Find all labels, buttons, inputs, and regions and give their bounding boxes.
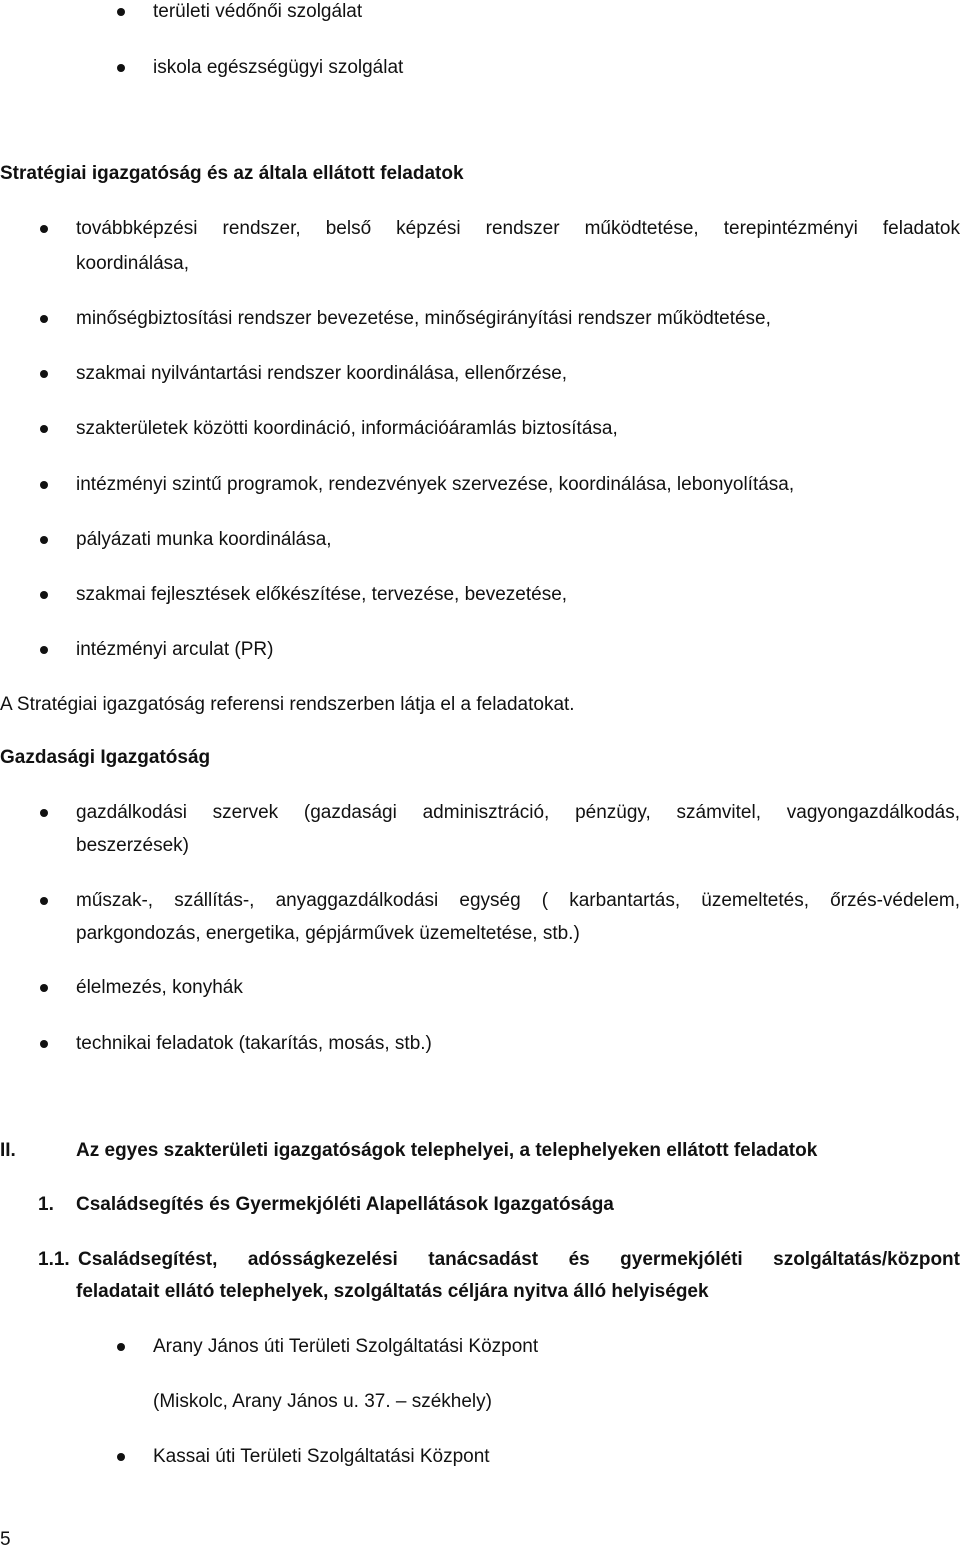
bullet [40,536,48,544]
page-number: 5 [0,1529,11,1550]
bullet [40,225,48,233]
bullet [117,64,125,72]
bullet [40,425,48,433]
list-item: szakmai fejlesztések előkészítése, tervezése, bevezetése, [76,584,568,605]
subsection-number: 1. [38,1194,54,1215]
bullet [40,370,48,378]
section-heading: Gazdasági Igazgatóság [0,747,211,768]
list-item: gazdálkodási szervek (gazdasági adminisztráció, pénzügy, számvitel, vagyongazdálkodás, [76,802,960,823]
list-item: intézményi arculat (PR) [76,639,274,660]
list-item-continuation: koordinálása, [76,253,190,274]
bullet [40,591,48,599]
bullet [117,1453,125,1461]
section-number: II. [0,1140,16,1161]
list-item: továbbképzési rendszer, belső képzési rendszer működtetése, terepintézményi feladatok [76,218,960,239]
bullet [40,315,48,323]
list-item: műszak-, szállítás-, anyaggazdálkodási egység ( karbantartás, üzemeltetés, őrzés-védelem, [76,890,960,911]
subsection-title: Családsegítést, adósságkezelési tanácsadást és gyermekjóléti szolgáltatás/központ [78,1249,960,1270]
bullet [40,481,48,489]
list-item: Kassai úti Területi Szolgáltatási Központ [153,1446,490,1467]
bullet [40,646,48,654]
list-item: iskola egészségügyi szolgálat [153,57,404,78]
list-item: szakmai nyilvántartási rendszer koordinálása, ellenőrzése, [76,363,568,384]
list-item-continuation: parkgondozás, energetika, gépjárművek üzemeltetése, stb.) [76,923,580,944]
list-item: intézményi szintű programok, rendezvények szervezése, koordinálása, lebonyolítása, [76,474,795,495]
list-item: élelmezés, konyhák [76,977,243,998]
list-item: szakterületek közötti koordináció, információáramlás biztosítása, [76,418,618,439]
bullet [117,1343,125,1351]
bullet [40,1040,48,1048]
section-title: Az egyes szakterületi igazgatóságok telephelyei, a telephelyeken ellátott feladatok [76,1140,818,1161]
bullet [40,897,48,905]
list-item: területi védőnői szolgálat [153,1,363,22]
list-item-address: (Miskolc, Arany János u. 37. – székhely) [153,1391,492,1412]
list-item: technikai feladatok (takarítás, mosás, stb.) [76,1033,432,1054]
list-item: minőségbiztosítási rendszer bevezetése, minőségirányítási rendszer működtetése, [76,308,771,329]
bullet [40,809,48,817]
list-item: Arany János úti Területi Szolgáltatási Központ [153,1336,539,1357]
list-item: pályázati munka koordinálása, [76,529,332,550]
paragraph: A Stratégiai igazgatóság referensi rendszerben látja el a feladatokat. [0,694,575,715]
subsection-title-continuation: feladatait ellátó telephelyek, szolgáltatás céljára nyitva álló helyiségek [76,1281,709,1302]
bullet [40,984,48,992]
bullet [117,8,125,16]
list-item-continuation: beszerzések) [76,835,189,856]
subsection-number: 1.1. [38,1249,70,1270]
section-heading: Stratégiai igazgatóság és az általa ellátott feladatok [0,163,464,184]
subsection-title: Családsegítés és Gyermekjóléti Alapellátások Igazgatósága [76,1194,614,1215]
